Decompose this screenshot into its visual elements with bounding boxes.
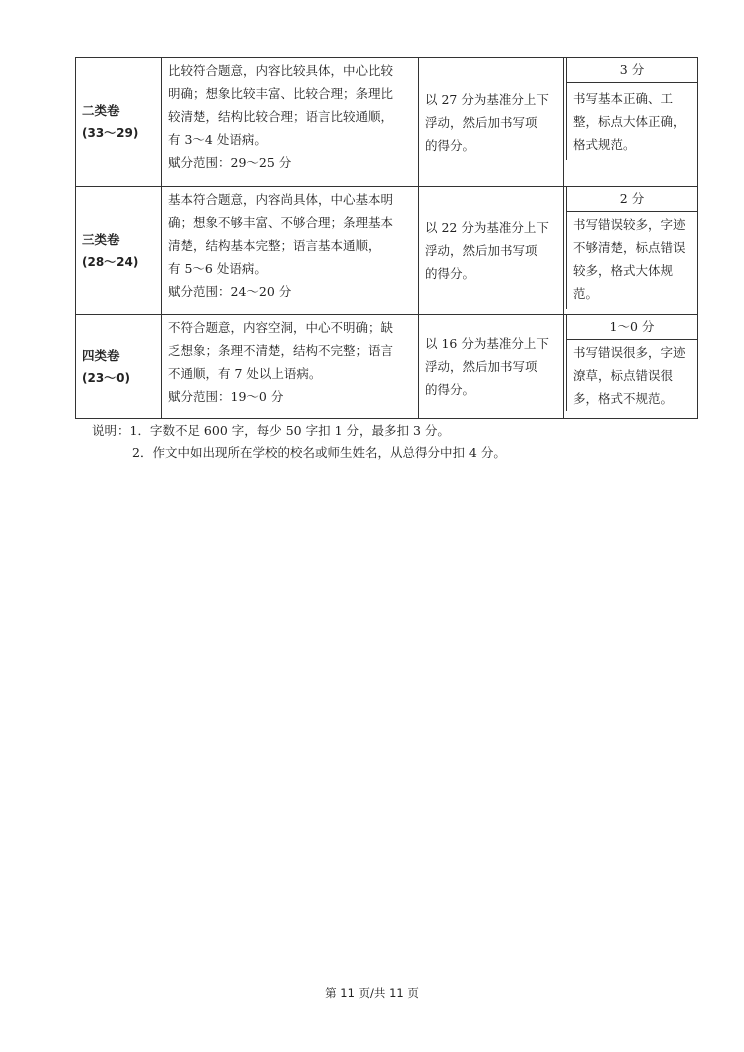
writing-box [566,187,697,309]
grade-cell [76,187,162,315]
writing-text [567,83,697,160]
basis-line: 的得分。 [425,382,476,397]
writing-line: 书写错误很多，字迹 [573,345,686,360]
basis-line: 的得分。 [425,137,476,153]
grade-range: (23～0) [82,370,131,385]
writing-line: 整，标点大体正确， [573,114,686,129]
basis-line: 以 27 分为基准分上下 [425,91,549,107]
description-line: 乏想象；条理不清楚，结构不完整；语言 [168,343,394,358]
note-1: 说明：1．字数不足 600 字，每少 50 字扣 1 分，最多扣 3 分。 [92,423,450,438]
basis-line: 以 22 分为基准分上下 [425,220,549,235]
writing-line: 较多，格式大体规 [573,263,674,278]
note-2: 2．作文中如出现所在学校的校名或师生姓名，从总得分中扣 4 分。 [132,445,506,460]
writing-box [566,315,697,411]
grading-table [75,57,698,419]
description-line: 清楚，结构基本完整；语言基本通顺， [168,238,381,253]
grade-name: 四类卷 [82,347,120,363]
basis-cell [419,58,564,187]
writing-score: 1～0 分 [567,315,697,340]
description-cell [162,187,419,315]
basis-line: 浮动，然后加书写项 [425,359,538,374]
writing-line: 格式规范。 [573,137,636,152]
description-line: 比较符合题意，内容比较具体，中心比较 [168,63,394,78]
grade-name: 二类卷 [82,103,120,118]
description-line: 赋分范围：24～20 分 [168,284,292,299]
description-line: 不符合题意，内容空洞，中心不明确；缺 [168,320,394,335]
notes-section [92,420,506,464]
grade-range: (28～24) [82,254,139,269]
writing-score: 2 分 [567,187,697,212]
writing-text [567,340,697,411]
basis-line: 的得分。 [425,266,476,281]
writing-line: 不够清楚，标点错误 [573,240,686,255]
basis-cell [419,315,564,419]
table-row [76,58,698,187]
writing-text [567,212,697,309]
writing-line: 范。 [573,286,599,301]
description-line: 明确；想象比较丰富、比较合理；条理比 [168,86,394,101]
description-cell [162,58,419,187]
description-line: 有 5～6 处语病。 [168,261,267,276]
writing-line: 书写错误较多，字迹 [573,217,686,232]
basis-line: 浮动，然后加书写项 [425,114,538,130]
writing-line: 书写基本正确、工 [573,91,674,106]
description-line: 较清楚，结构比较合理；语言比较通顺， [168,109,394,124]
writing-box [566,58,697,160]
description-line: 赋分范围：29～25 分 [168,155,292,170]
grade-cell [76,315,162,419]
table-row [76,315,698,419]
basis-line: 浮动，然后加书写项 [425,243,538,258]
grade-name: 三类卷 [82,231,120,247]
writing-line: 潦草，标点错误很 [573,368,674,383]
description-line: 有 3～4 处语病。 [168,132,267,147]
description-line: 赋分范围：19～0 分 [168,389,284,404]
writing-score: 3 分 [567,58,697,83]
table-row [76,187,698,315]
description-line: 确；想象不够丰富、不够合理；条理基本 [168,215,394,230]
grade-cell [76,58,162,187]
page-footer: 第 11 页/共 11 页 [325,986,419,1000]
writing-cell [564,187,698,315]
basis-line: 以 16 分为基准分上下 [425,336,549,351]
grade-range: (33～29) [82,126,139,140]
description-line: 不通顺，有 7 处以上语病。 [168,366,322,381]
description-cell [162,315,419,419]
description-line: 基本符合题意，内容尚具体，中心基本明 [168,192,394,207]
basis-cell [419,187,564,315]
writing-cell [564,315,698,419]
writing-line: 多，格式不规范。 [573,391,674,406]
writing-cell [564,58,698,187]
